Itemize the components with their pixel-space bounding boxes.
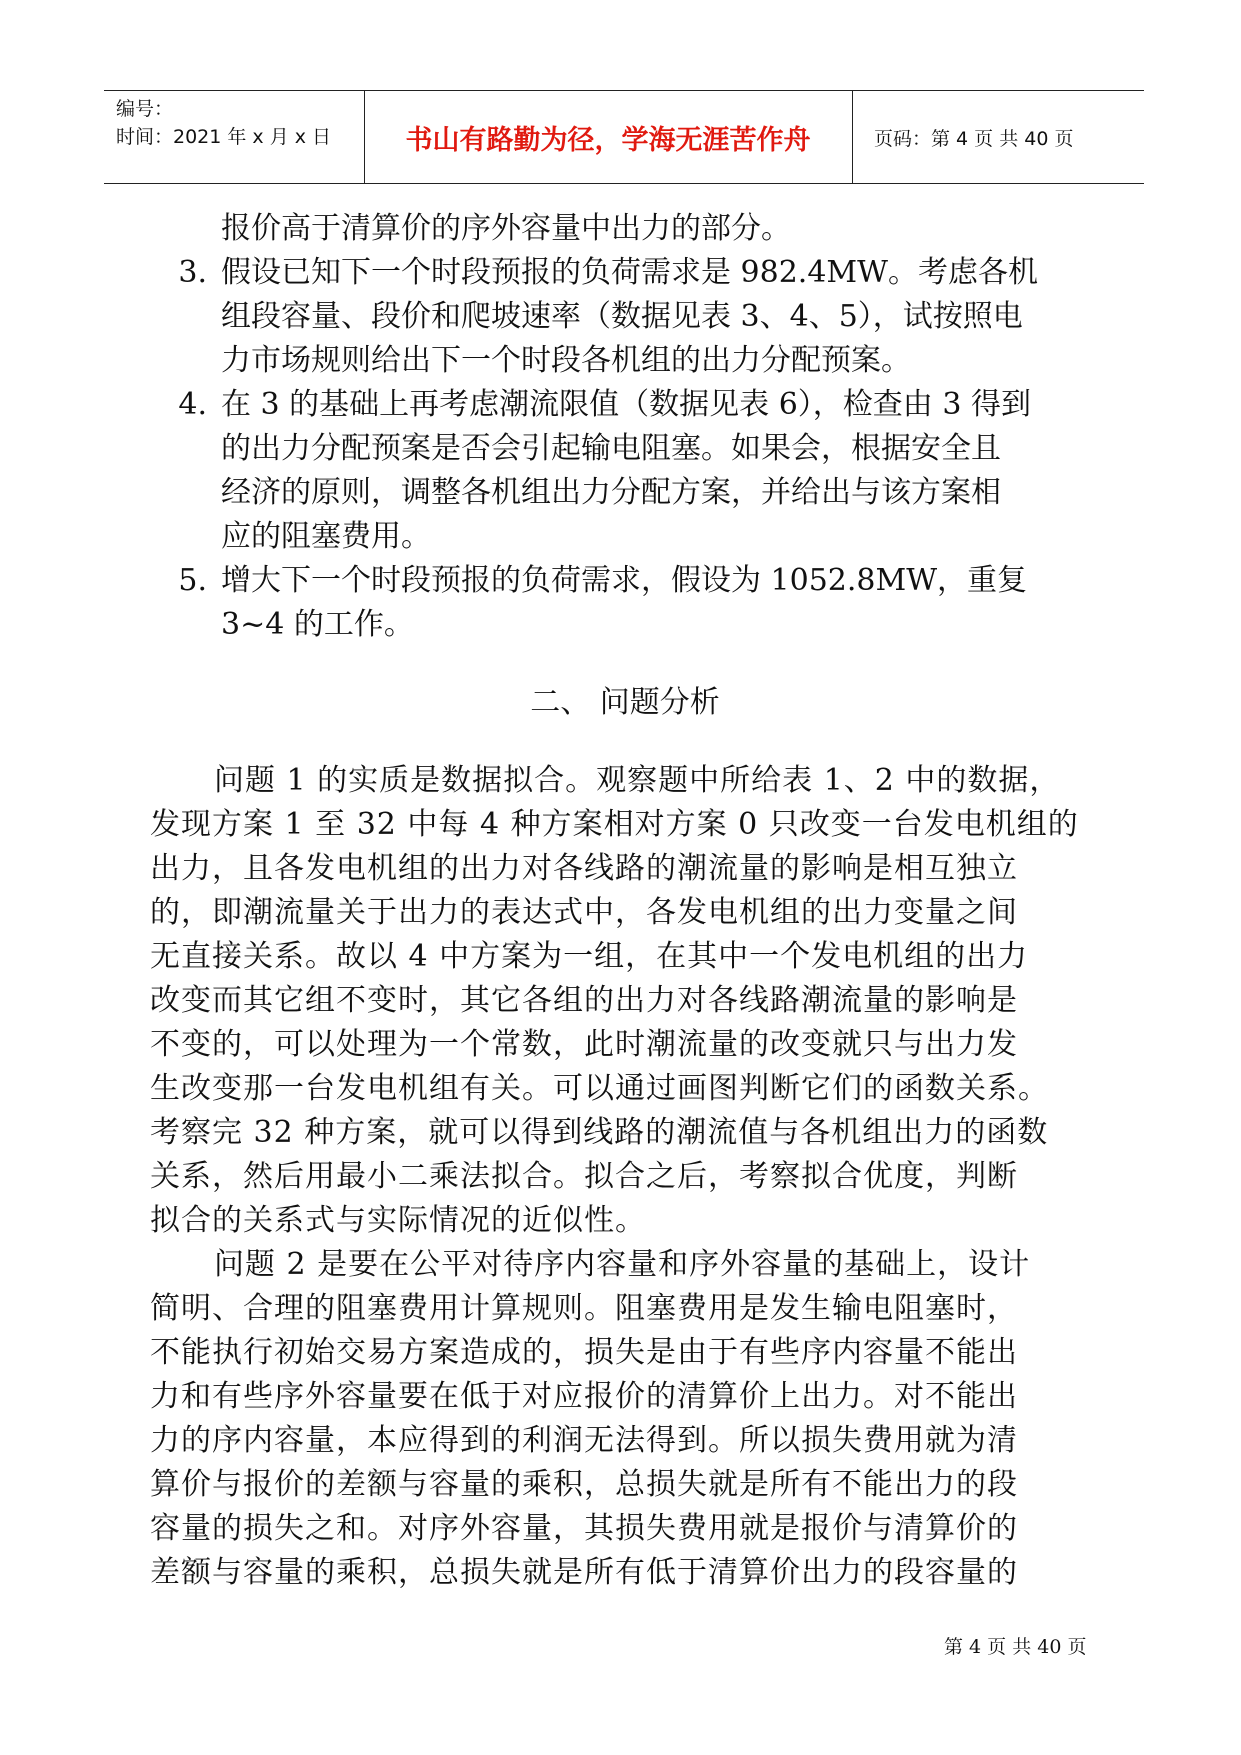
continuation-line: 报价高于清算价的序外容量中出力的部分。 — [221, 211, 791, 246]
paragraph-line: 生改变那一台发电机组有关。可以通过画图判断它们的函数关系。 — [150, 1071, 1049, 1106]
list-item — [150, 251, 1100, 383]
paragraph-line: 改变而其它组不变时，其它各组的出力对各线路潮流量的影响是 — [150, 983, 1018, 1018]
paragraph-line: 问题 2 是要在公平对待序内容量和序外容量的基础上，设计 — [214, 1247, 1031, 1282]
item-line: 假设已知下一个时段预报的负荷需求是 982.4MW。考虑各机 — [221, 255, 1038, 290]
paragraph-line: 考察完 32 种方案，就可以得到线路的潮流值与各机组出力的函数 — [150, 1115, 1049, 1150]
document-body — [150, 207, 1100, 1595]
item-line: 经济的原则，调整各机组出力分配方案，并给出与该方案相 — [221, 475, 1001, 510]
item-number: 4. — [178, 387, 207, 422]
paragraph-line: 力的序内容量，本应得到的利润无法得到。所以损失费用就为清 — [150, 1423, 1018, 1458]
item-line: 力市场规则给出下一个时段各机组的出力分配预案。 — [221, 343, 911, 378]
item-line: 3~4 的工作。 — [221, 607, 414, 642]
paragraph-line: 发现方案 1 至 32 中每 4 种方案相对方案 0 只改变一台发电机组的 — [150, 807, 1079, 842]
item-number: 5. — [178, 563, 207, 598]
paragraph — [150, 759, 1100, 1243]
page-footer: 第 4 页 共 40 页 — [944, 1636, 1087, 1658]
number-label: 编号： — [116, 98, 174, 120]
time-label: 时间：2021 年 x 月 x 日 — [116, 126, 332, 148]
header-divider — [852, 91, 853, 183]
paragraph-line: 关系，然后用最小二乘法拟合。拟合之后，考察拟合优度，判断 — [150, 1159, 1018, 1194]
paragraph-line: 的，即潮流量关于出力的表达式中，各发电机组的出力变量之间 — [150, 895, 1018, 930]
header-motto: 书山有路勤为径，学海无涯苦作舟 — [405, 124, 811, 156]
paragraph-line: 拟合的关系式与实际情况的近似性。 — [150, 1203, 646, 1238]
item-number: 3. — [178, 255, 207, 290]
section-title: 二、 问题分析 — [530, 685, 720, 720]
item-line: 组段容量、段价和爬坡速率（数据见表 3、4、5），试按照电 — [221, 299, 1023, 334]
list-item — [150, 559, 1100, 647]
item-line: 的出力分配预案是否会引起输电阻塞。如果会，根据安全且 — [221, 431, 1001, 466]
paragraph-line: 出力，且各发电机组的出力对各线路的潮流量的影响是相互独立 — [150, 851, 1018, 886]
paragraph-line: 算价与报价的差额与容量的乘积，总损失就是所有不能出力的段 — [150, 1467, 1018, 1502]
paragraph-line: 容量的损失之和。对序外容量，其损失费用就是报价与清算价的 — [150, 1511, 1018, 1546]
item-line: 应的阻塞费用。 — [221, 519, 431, 554]
header-meta — [116, 95, 331, 151]
paragraph-line: 简明、合理的阻塞费用计算规则。阻塞费用是发生输电阻塞时， — [150, 1291, 1018, 1326]
page-header — [104, 90, 1144, 184]
header-page-code: 页码：第 4 页 共 40 页 — [874, 127, 1074, 150]
paragraph — [150, 1243, 1100, 1595]
list-item — [150, 383, 1100, 559]
item-line: 增大下一个时段预报的负荷需求，假设为 1052.8MW，重复 — [221, 563, 1028, 598]
paragraph-line: 差额与容量的乘积，总损失就是所有低于清算价出力的段容量的 — [150, 1555, 1018, 1590]
paragraph-line: 不能执行初始交易方案造成的，损失是由于有些序内容量不能出 — [150, 1335, 1018, 1370]
paragraph-line: 不变的，可以处理为一个常数，此时潮流量的改变就只与出力发 — [150, 1027, 1018, 1062]
paragraph-line: 问题 1 的实质是数据拟合。观察题中所给表 1、2 中的数据， — [214, 763, 1061, 798]
paragraph-line: 力和有些序外容量要在低于对应报价的清算价上出力。对不能出 — [150, 1379, 1018, 1414]
item-line: 在 3 的基础上再考虑潮流限值（数据见表 6），检查由 3 得到 — [221, 387, 1031, 422]
paragraph-line: 无直接关系。故以 4 中方案为一组，在其中一个发电机组的出力 — [150, 939, 1029, 974]
